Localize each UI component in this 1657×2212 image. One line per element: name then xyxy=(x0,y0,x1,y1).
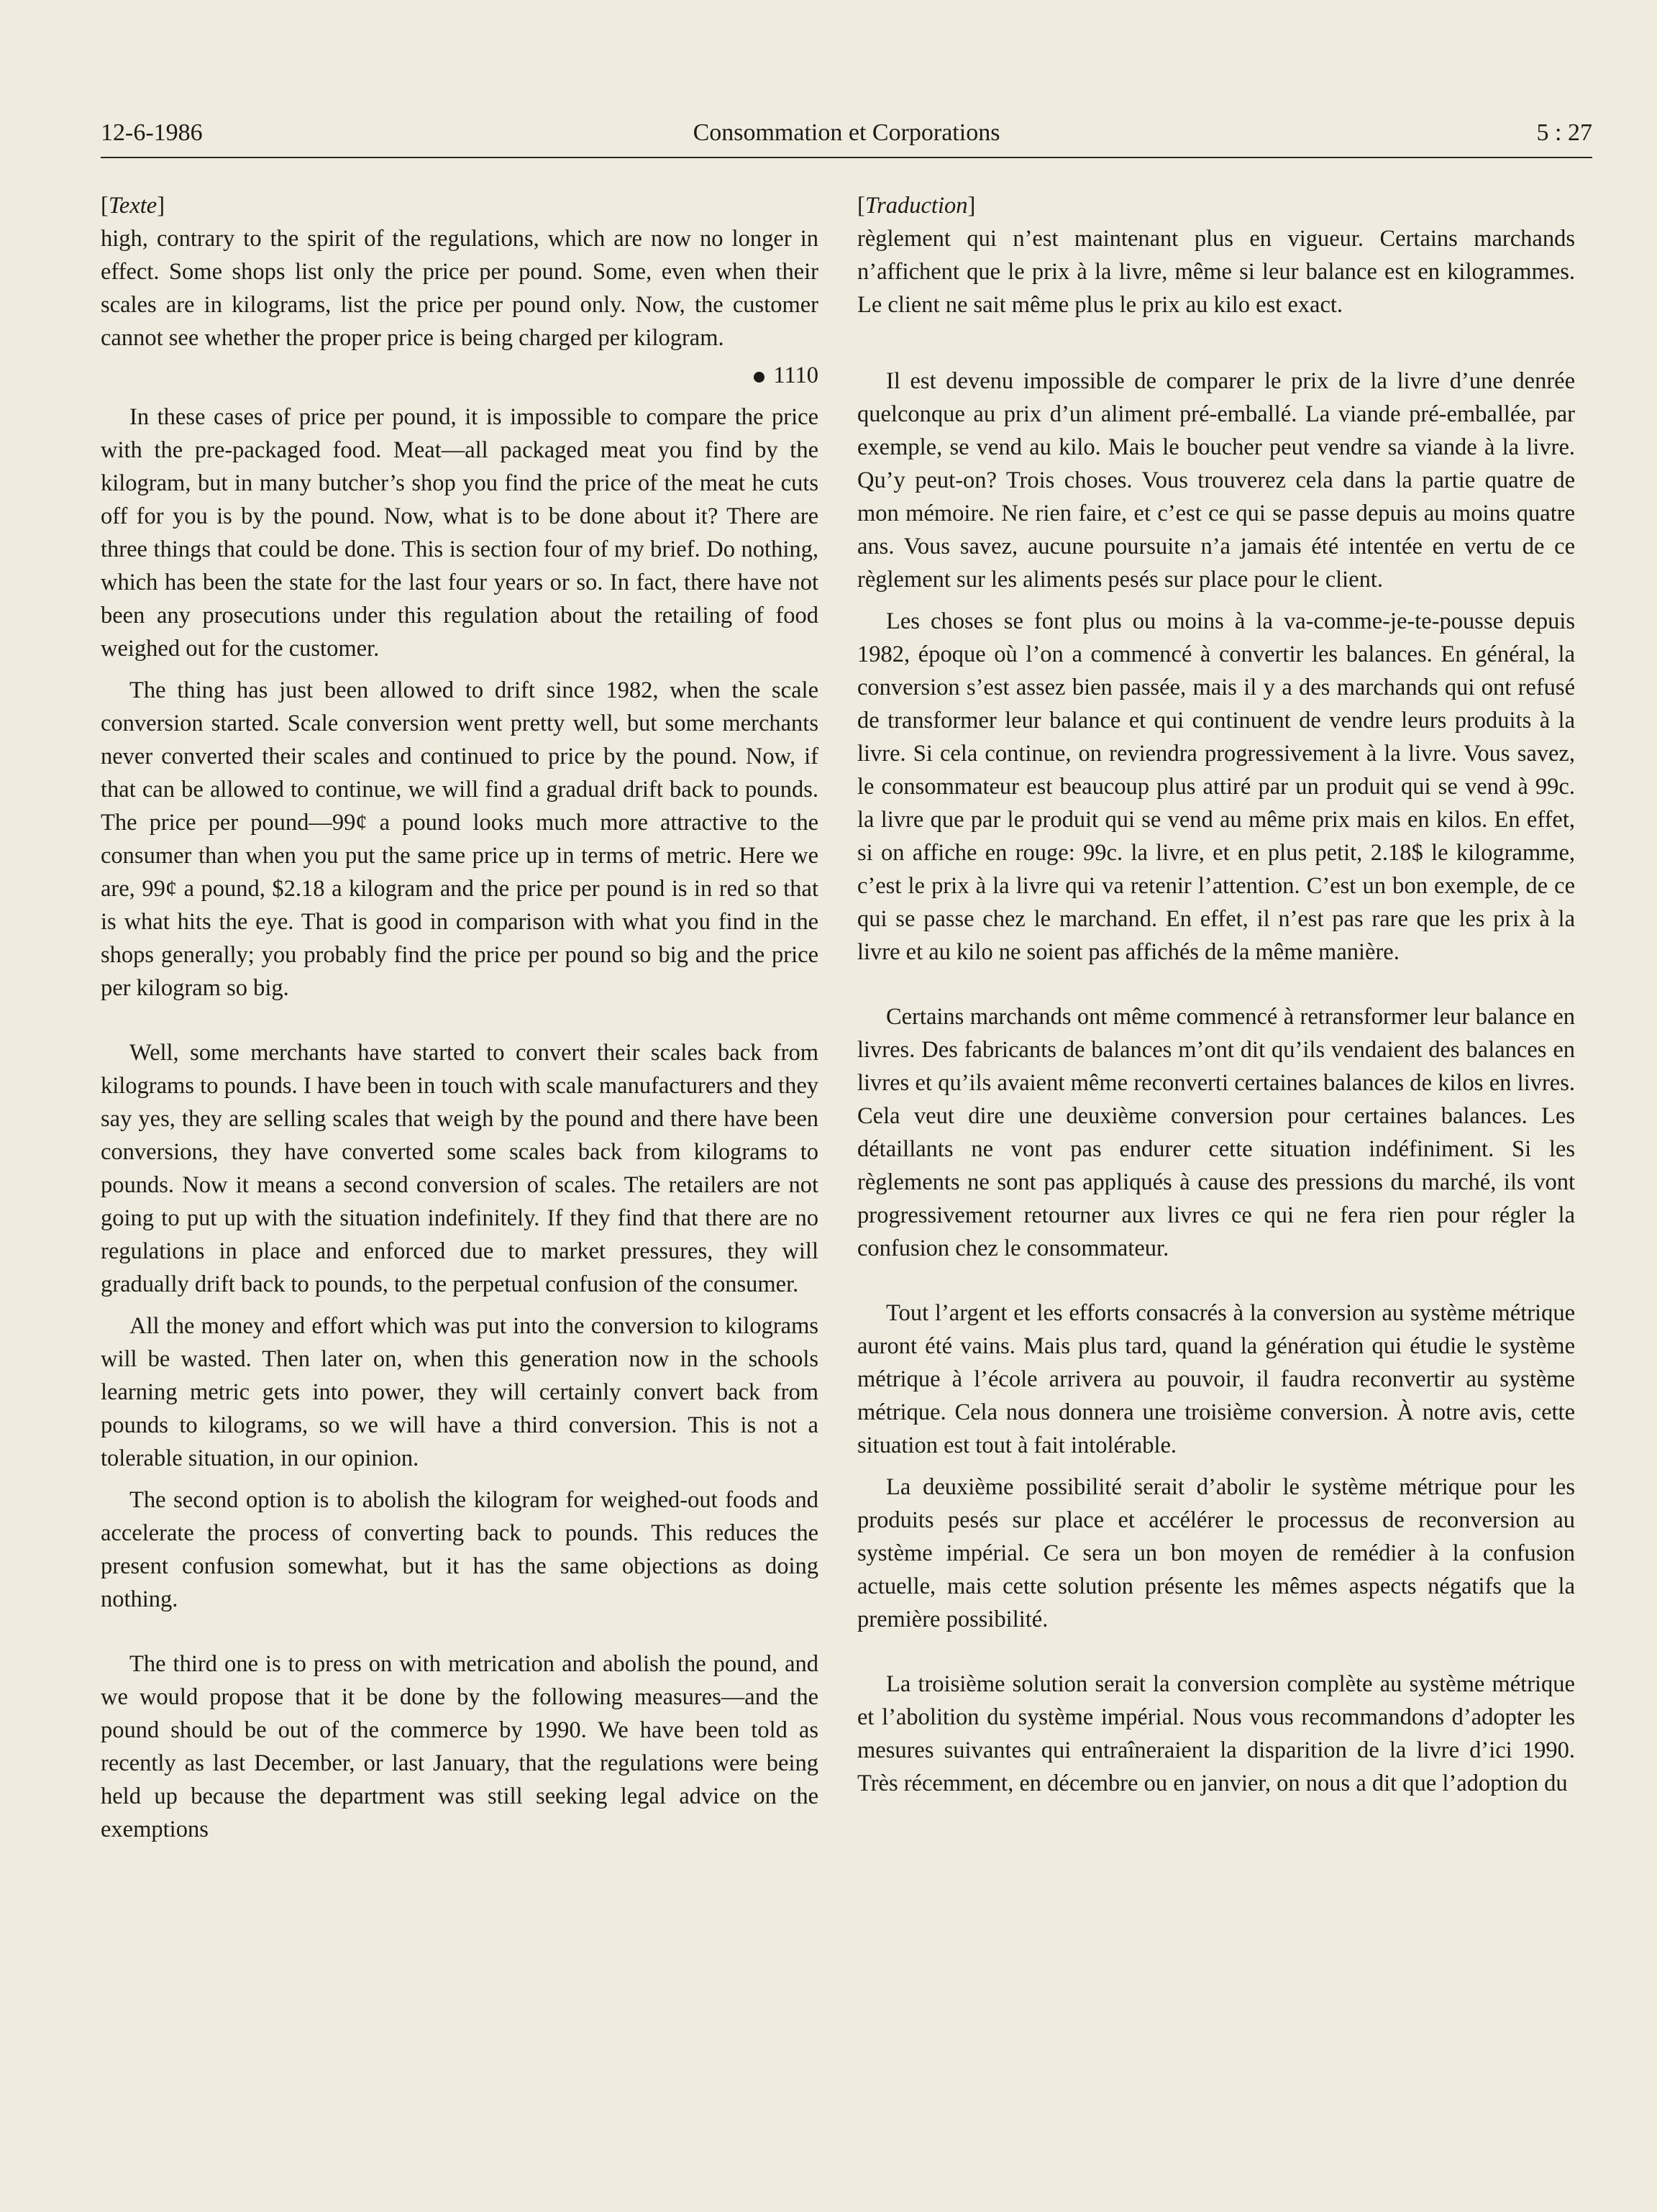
paragraph: règlement qui n’est maintenant plus en vigueur. Certains marchands n’affichent que le prix à la livre, même si leur balance est en kilogrammes. Le client ne sait même plus le prix au kilo est exact. xyxy=(857,226,1575,318)
paragraph: The third one is to press on with metrication and abolish the pound, and we would propose that it be done by the following measures—and the pound should be out of the commerce by 1990. We have been told as recently as last December, or last January, that the regulations were being held up because the department was still seeking legal advice on the exemptions xyxy=(101,1651,818,1842)
column-label-texte: [Texte] xyxy=(101,193,165,219)
header-rule xyxy=(101,157,1592,158)
time-marker xyxy=(101,359,818,392)
paragraph: La deuxième possibilité serait d’abolir le système métrique pour les produits pesés sur place et accélérer le processus de reconversion au système impérial. Ce sera un bon moyen de remédier à la confusion actuelle, mais cette solution présente les mêmes aspects négatifs que la première possibilité. xyxy=(857,1474,1575,1632)
paragraph: The thing has just been allowed to drift since 1982, when the scale conversion started. Scale conversion went pretty well, but some merchants never converted their scales and continued to price by the pound. Now, if that can be allowed to continue, we will find a gradual drift back to pounds. The price per pound—99¢ a pound looks much more attractive to the consumer than when you put the same price up in terms of metric. Here we are, 99¢ a pound, $2.18 a kilogram and the price per pound is in red so that is what hits the eye. That is good in comparison with what you find in the shops generally; you probably find the price per pound so big and the price per kilogram so big. xyxy=(101,677,818,1001)
french-column xyxy=(857,189,1575,1800)
paragraph: Certains marchands ont même commencé à retransformer leur balance en livres. Des fabricants de balances m’ont dit qu’ils vendaient des balances en livres et qu’ils avaient même reconverti certaines balances de kilos en livres. Cela veut dire une deuxième conversion pour certaines balances. Les détaillants ne vont pas endurer cette situation indéfiniment. Si les règlements ne sont pas appliqués à cause des pressions du marché, ils vont progressivement retourner aux livres ce qui ne fera rien pour régler la confusion chez le consommateur. xyxy=(857,1004,1575,1261)
paragraph: The second option is to abolish the kilogram for weighed-out foods and accelerate the process of converting back to pounds. This reduces the present confusion somewhat, but it has the same objections as doing nothing. xyxy=(101,1487,818,1612)
time-marker-value: 1110 xyxy=(773,362,818,388)
english-column xyxy=(101,189,818,1846)
column-label-traduction: [Traduction] xyxy=(857,193,976,219)
column-label-text: Traduction xyxy=(864,193,968,219)
header-date: 12-6-1986 xyxy=(101,119,203,146)
column-label-text: Texte xyxy=(108,193,158,219)
header-page-number: 5 : 27 xyxy=(1536,119,1592,146)
header-title: Consommation et Corporations xyxy=(693,119,1000,146)
paragraph: Well, some merchants have started to convert their scales back from kilograms to pounds. I have been in touch with scale manufacturers and they say yes, they are selling scales that weigh by the pound and there have been conversions, they have converted some scales back from kilograms to pounds. Now it means a second conversion of scales. The retailers are not going to put up with the situation indefinitely. If they find that there are no regulations in place and enforced due to market pressures, they will gradually drift back to pounds, to the perpetual confusion of the consumer. xyxy=(101,1040,818,1297)
running-header xyxy=(101,119,1592,155)
paragraph: La troisième solution serait la conversion complète au système métrique et l’abolition du système impérial. Nous vous recommandons d’adopter les mesures suivantes qui entraîneraient la disparition de la livre d’ici 1990. Très récemment, en décembre ou en janvier, on nous a dit que l’adoption du xyxy=(857,1671,1575,1796)
paragraph: Tout l’argent et les efforts consacrés à la conversion au système métrique auront été vains. Mais plus tard, quand la génération qui étudie le système métrique à l’école arrivera au pouvoir, il faudra reconvertir au système métrique. Cela nous donnera une troisième conversion. À notre avis, cette situation est tout à fait intolérable. xyxy=(857,1300,1575,1458)
paragraph: high, contrary to the spirit of the regulations, which are now no longer in effect. Some shops list only the price per pound. Some, even when their scales are in kilograms, list the price per pound only. Now, the customer cannot see whether the proper price is being charged per kilogram. xyxy=(101,226,818,351)
paragraph: All the money and effort which was put into the conversion to kilograms will be wasted. Then later on, when this generation now in the schools learning metric gets into power, they will certainly convert back from pounds to kilograms, so we will have a third conversion. This is not a tolerable situation, in our opinion. xyxy=(101,1313,818,1471)
paragraph: In these cases of price per pound, it is impossible to compare the price with the pre-packaged food. Meat—all packaged meat you find by the kilogram, but in many butcher’s shop you find the price of the meat he cuts off for you is by the pound. Now, what is to be done about it? There are three things that could be done. This is section four of my brief. Do nothing, which has been the state for the last four years or so. In fact, there have not been any prosecutions under this regulation about the retailing of food weighed out for the customer. xyxy=(101,404,818,662)
bullet-icon xyxy=(754,372,764,383)
paragraph: Les choses se font plus ou moins à la va-comme-je-te-pousse depuis 1982, époque où l’on a commencé à convertir les balances. En général, la conversion s’est assez bien passée, mais il y a des marchands qui ont refusé de transformer leur balance et qui continuent de vendre leurs produits à la livre. Si cela continue, on reviendra progressivement à la livre. Vous savez, le consommateur est beaucoup plus attiré par un produit qui se vend à 99c. la livre que par le produit qui se vend au même prix mais en kilos. En effet, si on affiche en rouge: 99c. la livre, et en plus petit, 2.18$ le kilogramme, c’est le prix à la livre qui va retenir l’attention. C’est un bon exemple, de ce qui se passe chez le marchand. En effet, il n’est pas rare que les prix à la livre et au kilo ne soient pas affichés de la même manière. xyxy=(857,608,1575,965)
paragraph: Il est devenu impossible de comparer le prix de la livre d’une denrée quelconque au prix d’un aliment pré-emballé. La viande pré-emballée, par exemple, se vend au kilo. Mais le boucher peut vendre sa viande à la livre. Qu’y peut-on? Trois choses. Vous trouverez cela dans la partie quatre de mon mémoire. Ne rien faire, et c’est ce qui se passe depuis au moins quatre ans. Vous savez, aucune poursuite n’a jamais été intentée en vertu de ce règlement sur les aliments pesés sur place pour le client. xyxy=(857,368,1575,593)
